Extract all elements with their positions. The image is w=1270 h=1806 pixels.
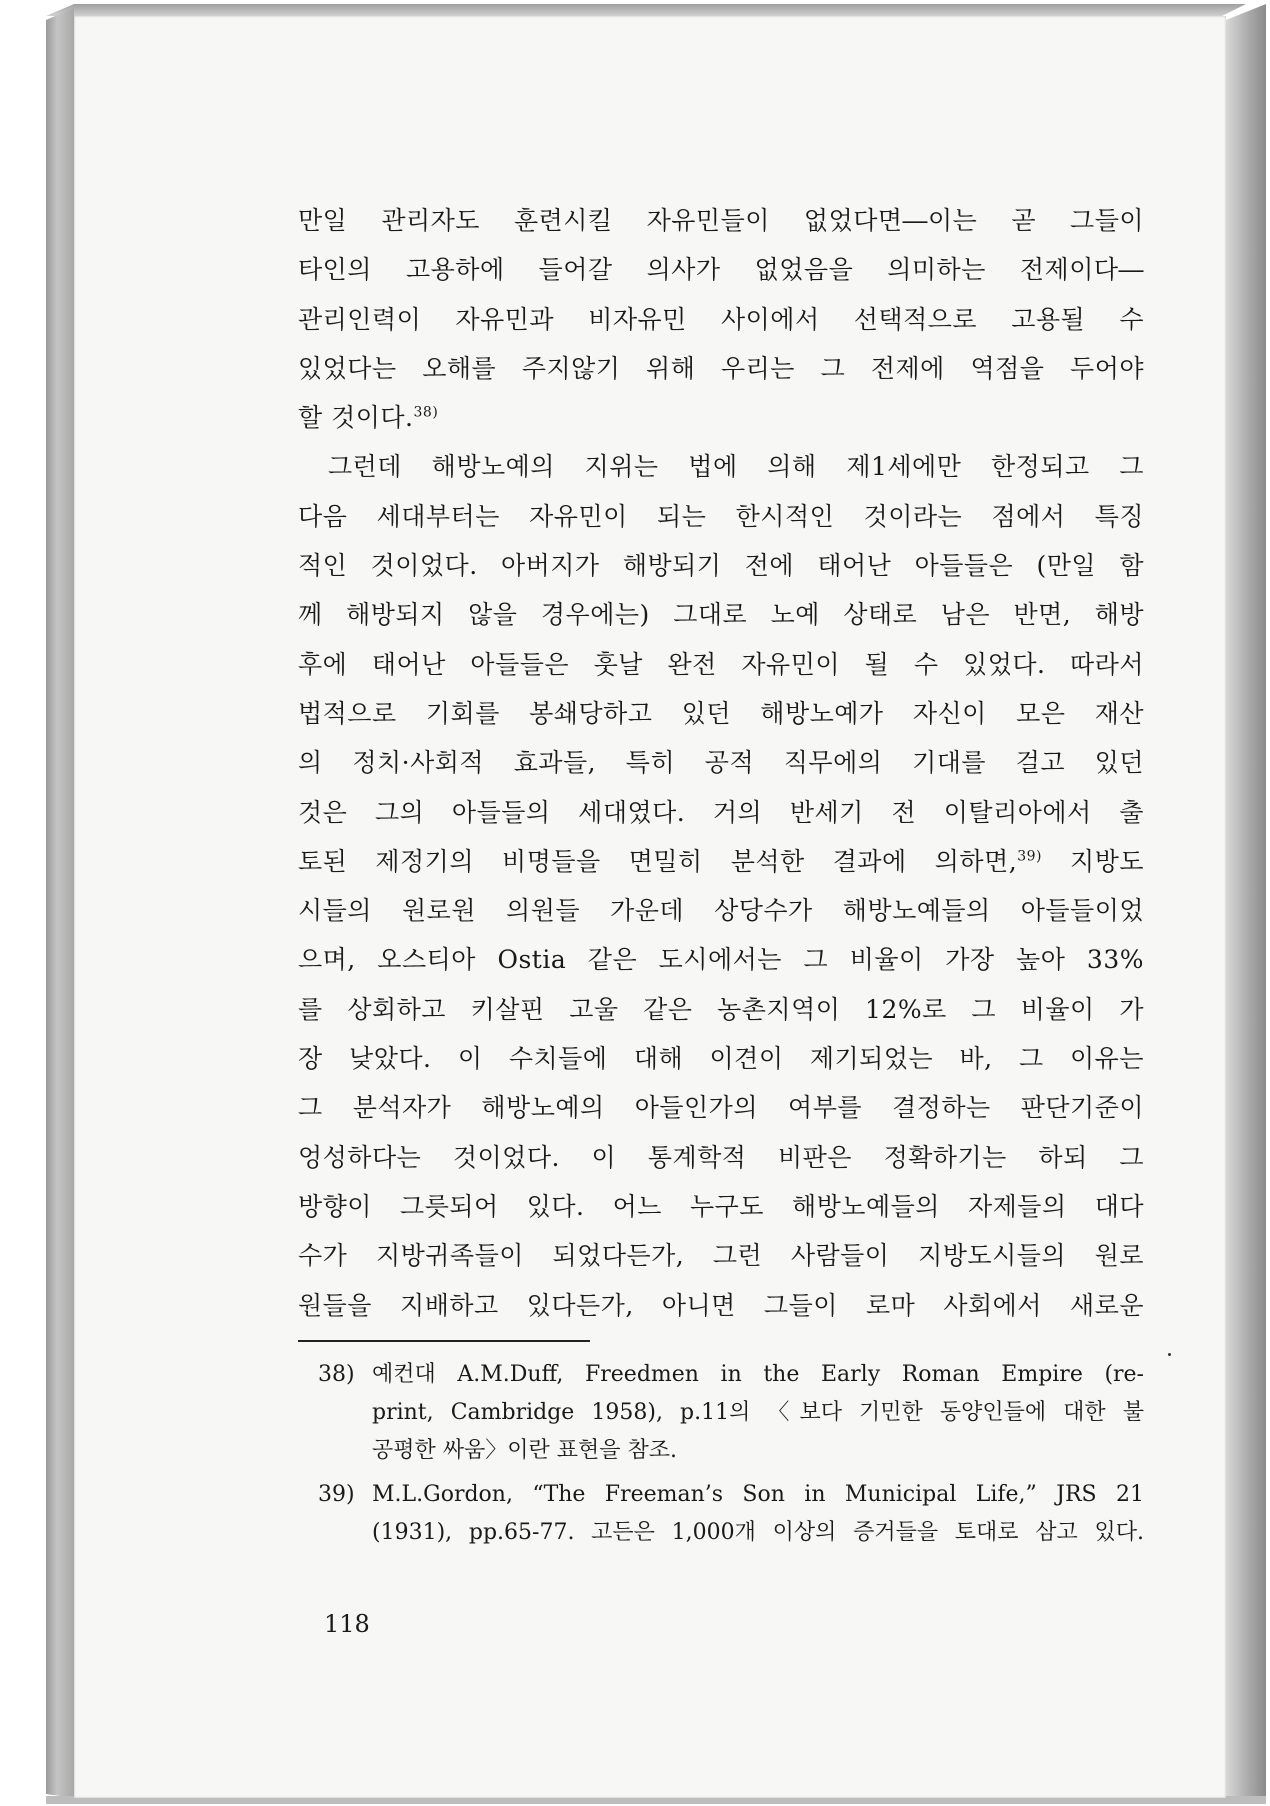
text-line: 장 낮았다. 이 수치들에 대해 이견이 제기되었는 바, 그 이유는 <box>298 1044 1144 1074</box>
text-line: 시들의 원로원 의원들 가운데 상당수가 해방노예들의 아들들이었 <box>298 896 1144 926</box>
footnote-line: 예컨대 A.M.Duff, Freedmen in the Early Roman Empire (re- <box>372 1362 1144 1387</box>
book-edge-right <box>1226 4 1266 1802</box>
scan-speck <box>1168 1353 1171 1356</box>
footnote-line: 공평한 싸움〉이란 표현을 참조. <box>372 1438 677 1463</box>
text-line: 것은 그의 아들들의 세대였다. 거의 반세기 전 이탈리아에서 출 <box>298 797 1144 827</box>
text-span: 할 것이다. <box>298 403 414 433</box>
text-line: 타인의 고용하에 들어갈 의사가 없었음을 의미하는 전제이다― <box>298 255 1144 285</box>
footnote-line: (1931), pp.65-77. 고든은 1,000개 이상의 증거들을 토대로 삼고 있다. <box>372 1520 1144 1545</box>
main-text <box>298 196 1144 1330</box>
footnote-number: 39) <box>318 1482 355 1507</box>
footnote-ref-38: 38) <box>413 404 439 421</box>
text-span: 토된 제정기의 비명들을 면밀히 분석한 결과에 의하면, <box>298 846 1018 876</box>
footnotes <box>318 1356 1144 1558</box>
text-line <box>298 393 1144 442</box>
text-line: 원들을 지배하고 있다든가, 아니면 그들이 로마 사회에서 새로운 <box>298 1290 1144 1320</box>
text-line: 수가 지방귀족들이 되었다든가, 그런 사람들이 지방도시들의 원로 <box>298 1241 1144 1271</box>
text-line: 께 해방되지 않을 경우에는) 그대로 노예 상태로 남은 반면, 해방 <box>298 600 1144 630</box>
text-line: 를 상회하고 키살핀 고울 같은 농촌지역이 12%로 그 비율이 가 <box>298 994 1144 1024</box>
text-line: 그 분석자가 해방노예의 아들인가의 여부를 결정하는 판단기준이 <box>298 1093 1144 1123</box>
text-line: 방향이 그릇되어 있다. 어느 누구도 해방노예들의 자제들의 대다 <box>298 1191 1144 1221</box>
text-line <box>298 837 1144 886</box>
footnote-38 <box>318 1356 1144 1470</box>
page-number: 118 <box>324 1610 370 1638</box>
footnote-ref-39: 39) <box>1017 848 1042 865</box>
book-edge-left <box>46 8 74 1798</box>
text-line: 다음 세대부터는 자유민이 되는 한시적인 것이라는 점에서 특징 <box>298 501 1144 531</box>
text-line: 그런데 해방노예의 지위는 법에 의해 제1세에만 한정되고 그 <box>328 452 1144 482</box>
footnote-39 <box>318 1476 1144 1552</box>
text-span: 지방도 <box>1041 846 1144 876</box>
text-line: 의 정치·사회적 효과들, 특히 공적 직무에의 기대를 걸고 있던 <box>298 748 1144 778</box>
book-edge-top <box>46 4 1246 16</box>
footnote-line: print, Cambridge 1958), p.11의 〈보다 기민한 동양인들에 대한 불 <box>372 1400 1144 1425</box>
text-line: 후에 태어난 아들들은 훗날 완전 자유민이 될 수 있었다. 따라서 <box>298 649 1144 679</box>
text-line: 있었다는 오해를 주지않기 위해 우리는 그 전제에 역점을 두어야 <box>298 353 1144 383</box>
text-line: 만일 관리자도 훈련시킬 자유민들이 없었다면―이는 곧 그들이 <box>298 206 1144 235</box>
footnote-divider <box>298 1340 590 1342</box>
text-line: 엉성하다는 것이었다. 이 통계학적 비판은 정확하기는 하되 그 <box>298 1142 1144 1172</box>
text-line: 관리인력이 자유민과 비자유민 사이에서 선택적으로 고용될 수 <box>298 304 1144 334</box>
footnote-number: 38) <box>318 1362 355 1387</box>
text-line: 으며, 오스티아 Ostia 같은 도시에서는 그 비율이 가장 높아 33% <box>298 945 1144 975</box>
text-line: 법적으로 기회를 봉쇄당하고 있던 해방노예가 자신이 모은 재산 <box>298 698 1144 728</box>
footnote-line: M.L.Gordon, “The Freeman’s Son in Municipal Life,” JRS 21 <box>372 1482 1144 1507</box>
text-line: 적인 것이었다. 아버지가 해방되기 전에 태어난 아들들은 (만일 함 <box>298 551 1144 581</box>
